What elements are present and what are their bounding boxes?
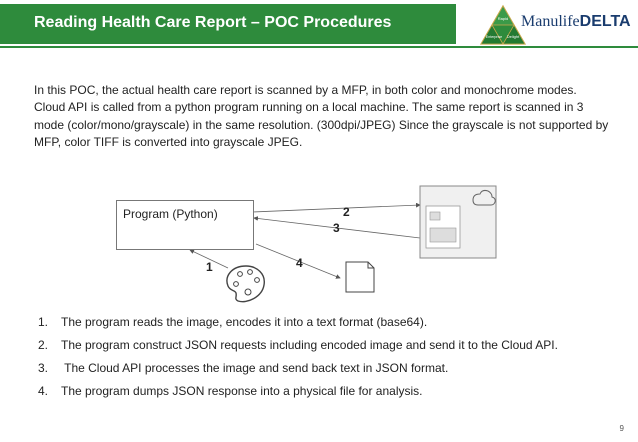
step-number: 4. <box>38 384 49 398</box>
list-item <box>38 337 628 360</box>
list-item <box>38 314 628 337</box>
step-text: The Cloud API processes the image and send back text in JSON format. <box>61 361 449 375</box>
program-box <box>116 200 254 250</box>
intro-paragraph: In this POC, the actual health care report is scanned by a MFP, in both color and monochrome modes. Cloud API is called from a python program running on a local machine. The same report is scanned in 3 mode (color/mono/grayscale) in the same resolution. (300dpi/JPEG) Since the grayscale is not supported by MFP, color TIFF is converted into grayscale JPEG. <box>34 83 609 150</box>
logo-wordmark-plain: Manulife <box>521 13 580 30</box>
arrow-label-4: 4 <box>296 256 303 270</box>
step-number: 3. <box>38 361 49 375</box>
page-number: 9 <box>619 424 624 433</box>
steps-list <box>38 314 628 406</box>
step-text: The program reads the image, encodes it into a text format (base64). <box>61 315 428 329</box>
step-text: The program construct JSON requests including encoded image and send it to the Cloud API. <box>61 338 558 352</box>
logo-wordmark-bold: DELTA <box>579 13 631 30</box>
arrow-label-3: 3 <box>333 221 340 235</box>
cloud-server-icon <box>420 186 496 258</box>
palette-icon <box>227 266 264 302</box>
arrow-2 <box>252 205 420 212</box>
step-number: 2. <box>38 338 49 352</box>
step-text: The program dumps JSON response into a physical file for analysis. <box>61 384 423 398</box>
program-label: Program (Python) <box>123 207 218 221</box>
list-item <box>38 360 628 383</box>
document-icon <box>346 262 374 292</box>
slide-title: Reading Health Care Report – POC Procedures <box>34 14 392 31</box>
arrow-label-2: 2 <box>343 205 350 219</box>
svg-text:Delight: Delight <box>506 34 520 39</box>
arrow-label-1: 1 <box>206 260 213 274</box>
list-item <box>38 383 628 406</box>
svg-text:Rapid: Rapid <box>497 16 509 21</box>
svg-text:Enterprise: Enterprise <box>485 35 503 39</box>
step-number: 1. <box>38 315 49 329</box>
